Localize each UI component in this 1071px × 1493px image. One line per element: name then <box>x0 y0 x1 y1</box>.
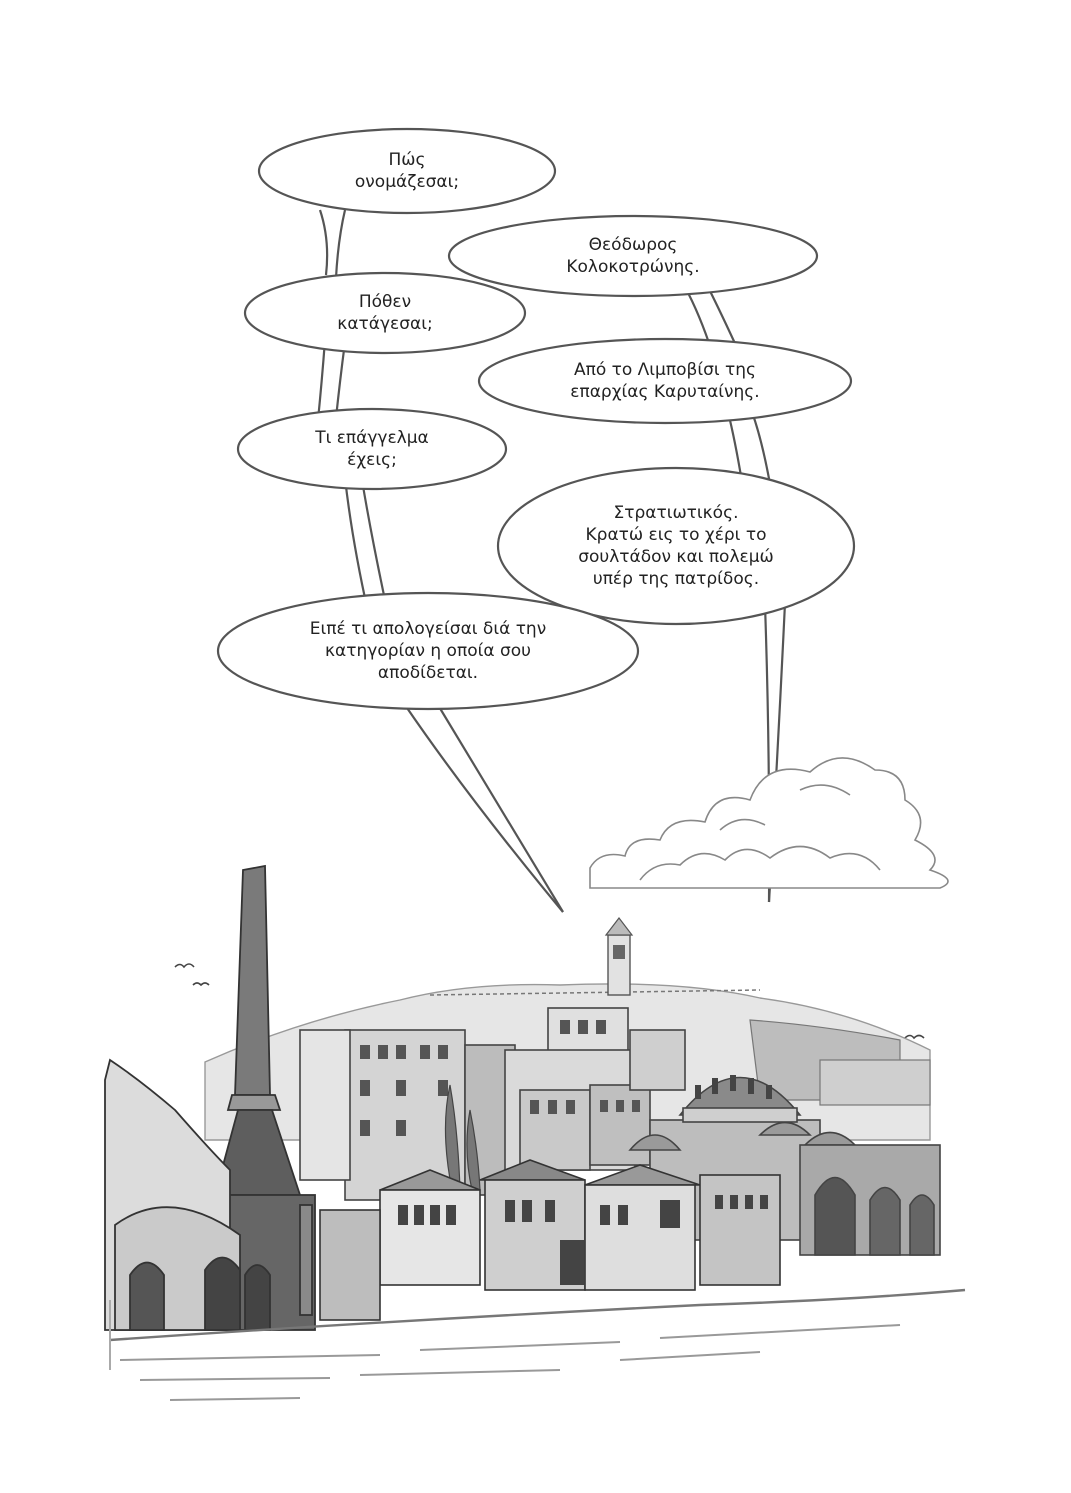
speech-bubble-question-defense: Ειπέ τι απολογείσαι διά την κατηγορίαν η οποία σου αποδίδεται. <box>309 619 547 683</box>
clock-tower-icon <box>606 918 632 995</box>
speech-bubble-answer-name: Θεόδωρος Κολοκοτρώνης. <box>566 235 700 277</box>
speech-bubble-answer-origin: Από το Λιμποβίσι της επαρχίας Καρυταίνης. <box>570 360 760 402</box>
speech-bubble-question-origin: Πόθεν κατάγεσαι; <box>337 292 433 334</box>
speech-bubble-question-name: Πώς ονομάζεσαι; <box>354 150 460 192</box>
speech-bubble-answer-occupation: Στρατιωτικός. Κρατώ εις το χέρι το σουλτάδον και πολεμώ υπέρ της πατρίδος. <box>578 503 774 589</box>
cloud-icon <box>590 758 948 888</box>
speech-bubble-question-occupation: Τι επάγγελμα έχεις; <box>315 428 429 470</box>
